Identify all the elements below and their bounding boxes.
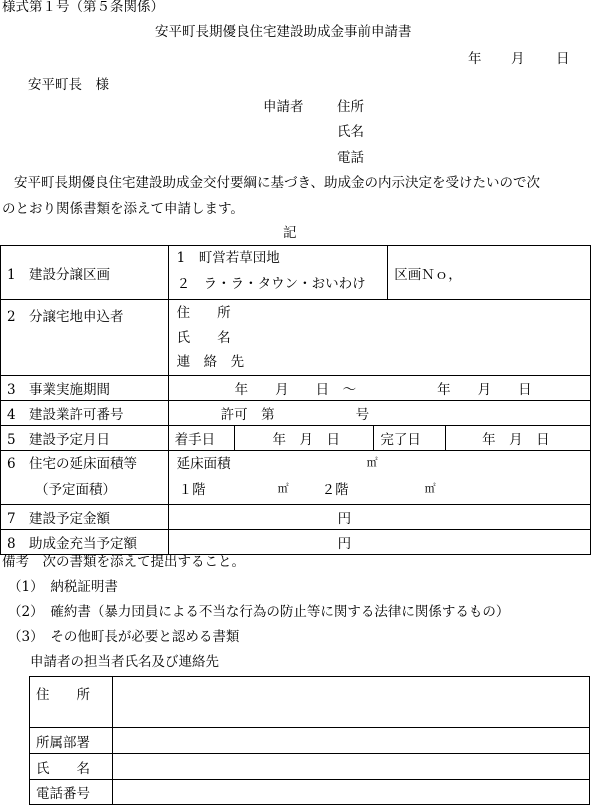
row-construction-cost (1, 505, 591, 530)
row5-label-cell (1, 426, 169, 451)
lot-number-label: 区画Ｎｏ， (394, 266, 462, 283)
row8-number: 8 (7, 536, 16, 552)
start-date-label: 着手日 (168, 426, 234, 451)
row3-number: 3 (7, 382, 16, 398)
row4-label: 建設業許可番号 (29, 407, 124, 423)
contact-row-department (30, 728, 590, 754)
row6-sublabel: （予定面積） (35, 482, 116, 498)
row4-label-cell (1, 401, 169, 426)
row2-label: 分譲宅地申込者 (29, 309, 124, 325)
row2-label-cell (1, 300, 169, 376)
total-floor-area-label: 延床面積 (176, 456, 231, 472)
applicant-name-label: 氏名 (337, 124, 364, 140)
application-table (0, 245, 591, 555)
contact-department-label: 所属部署 (30, 728, 113, 754)
contact-phone-label: 電話番号 (30, 780, 113, 805)
row7-number: 7 (7, 511, 16, 527)
contact-address-field[interactable] (113, 677, 590, 728)
row7-label: 建設予定金額 (29, 511, 110, 527)
row5-number: 5 (7, 432, 16, 448)
row3-label: 事業実施期間 (29, 382, 110, 398)
applicant-address: 住 所 (176, 305, 231, 321)
row2-number: 2 (7, 309, 16, 325)
applicant-info-cell (168, 300, 590, 376)
applicant-name: 氏 名 (176, 330, 231, 346)
row-floor-area (1, 451, 591, 505)
contact-row-phone (30, 780, 590, 805)
date-day: 日 (556, 51, 570, 67)
row8-label: 助成金充当予定額 (29, 536, 137, 552)
form-number: 様式第１号（第５条関係） (2, 0, 164, 15)
contact-table (29, 676, 590, 805)
row4-number: 4 (7, 407, 16, 423)
request-paragraph-line1: 安平町長期優良住宅建設助成金交付要綱に基づき、助成金の内示決定を受けたいので次 (14, 175, 540, 191)
contact-phone-field[interactable] (113, 780, 590, 805)
document-title: 安平町長期優良住宅建設助成金事前申請書 (155, 24, 412, 40)
row-building-lot (1, 246, 591, 300)
first-floor-unit: ㎡ (277, 482, 289, 495)
date-year: 年 (468, 51, 482, 67)
row1-label-cell (1, 246, 169, 300)
applicant-contact: 連 絡 先 (176, 354, 245, 370)
row3-label-cell (1, 376, 169, 401)
lot-options-cell (168, 246, 388, 300)
lot-option-1: 1 町営若草団地 (176, 250, 280, 266)
row1-label: 建設分譲区画 (29, 266, 110, 283)
notes-item-1: （1） 納税証明書 (8, 579, 118, 595)
row6-label: 住宅の延床面積等 (29, 456, 137, 472)
end-date-value: 年 月 日 (446, 426, 591, 451)
row-license (1, 401, 591, 426)
start-date-value: 年 月 日 (234, 426, 374, 451)
row6-number: 6 (7, 456, 16, 472)
addressee: 安平町長 様 (28, 77, 109, 93)
row6-label-cell (1, 451, 169, 505)
contact-name-field[interactable] (113, 754, 590, 780)
subsidy-amount-value: 円 (168, 530, 590, 555)
project-period-value: 年 月 日 ～ 年 月 日 (168, 376, 590, 401)
contact-row-address (30, 677, 590, 728)
row-project-period (1, 376, 591, 401)
row-schedule (1, 426, 591, 451)
row7-label-cell (1, 505, 169, 530)
contact-department-field[interactable] (113, 728, 590, 754)
second-floor-label: ２階 (321, 482, 349, 498)
lot-option-2: ２ ラ・ラ・タウン・おいわけ (176, 276, 366, 292)
end-date-label: 完了日 (374, 426, 446, 451)
contact-name-label: 氏 名 (30, 754, 113, 780)
applicant-phone-label: 電話 (337, 150, 364, 166)
notes-item-2: （2） 確約書（暴力団員による不当な行為の防止等に関する法律に関係するもの） (8, 604, 510, 620)
row8-label-cell (1, 530, 169, 555)
row5-label: 建設予定月日 (29, 432, 110, 448)
applicant-label: 申請者 (263, 99, 304, 115)
date-month: 月 (511, 51, 525, 67)
floor-area-cell (168, 451, 590, 505)
license-number-value: 許可 第 号 (168, 401, 590, 426)
applicant-address-label: 住所 (337, 99, 364, 115)
notes-item-3: （3） その他町長が必要と認める書類 (8, 629, 240, 645)
contact-heading: 申請者の担当者氏名及び連絡先 (30, 654, 219, 670)
first-floor-label: １階 (178, 482, 206, 498)
construction-cost-value: 円 (168, 505, 590, 530)
contact-address-label: 住 所 (30, 677, 113, 728)
contact-row-name (30, 754, 590, 780)
second-floor-unit: ㎡ (424, 482, 436, 495)
row1-number: 1 (7, 266, 16, 283)
notes-heading: 備考 次の書類を添えて提出すること。 (2, 554, 245, 570)
request-paragraph-line2: のとおり関係書類を添えて申請します。 (2, 201, 244, 217)
row-subsidy-amount (1, 530, 591, 555)
lot-number-cell (388, 246, 591, 300)
row-applicant (1, 300, 591, 376)
total-floor-area-unit: ㎡ (366, 456, 378, 469)
ki-heading: 記 (283, 225, 297, 241)
